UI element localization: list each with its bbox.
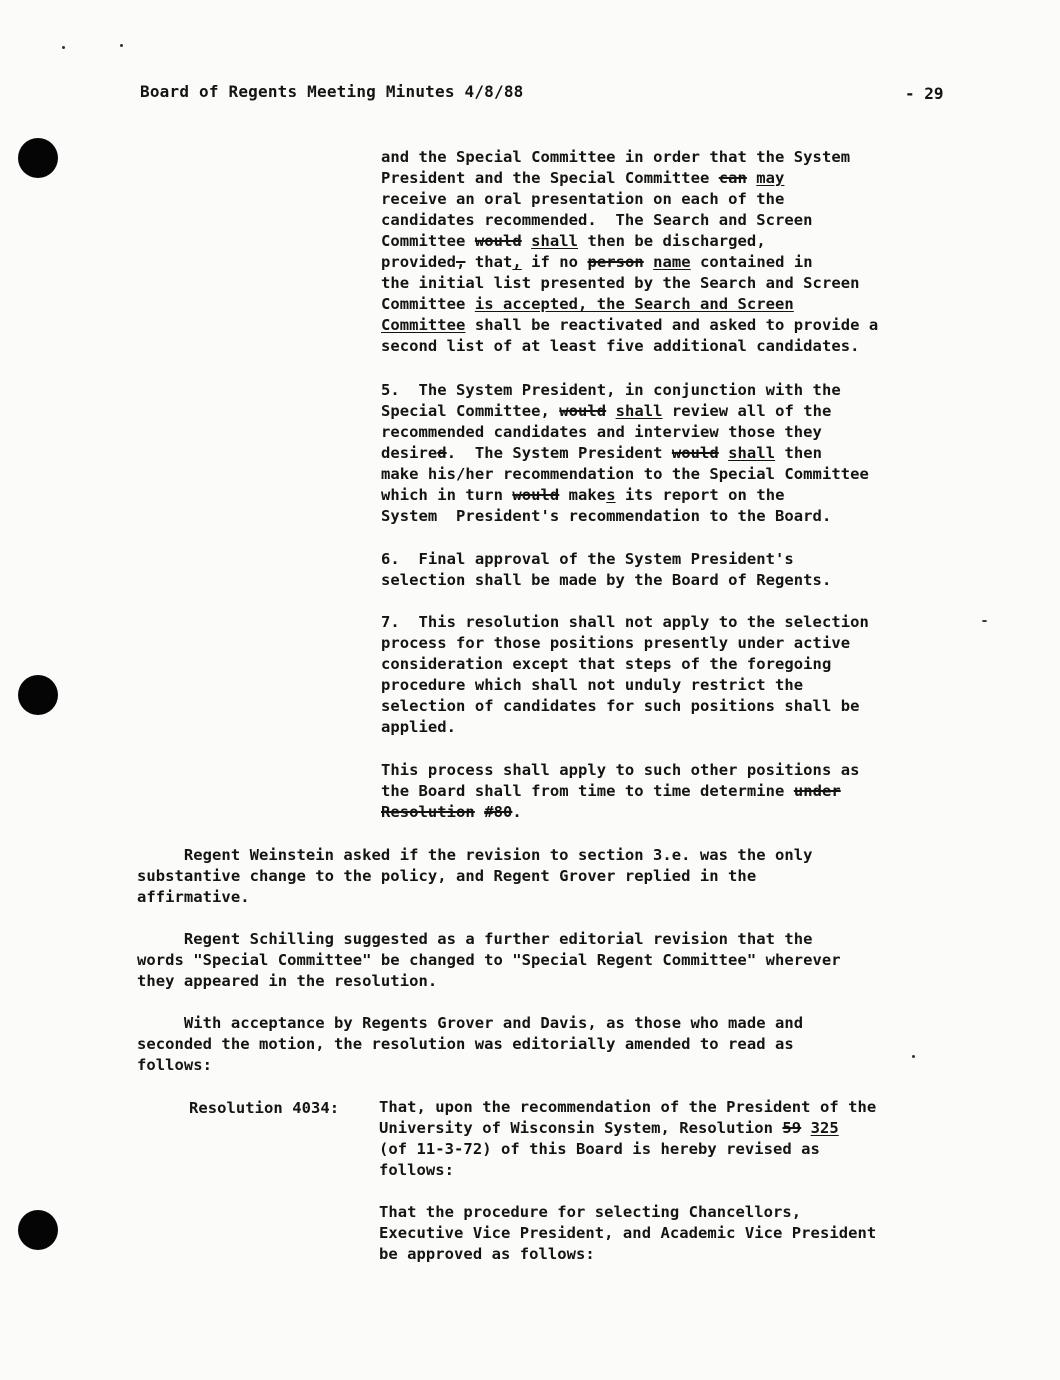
- text-segment: . The System President: [446, 444, 672, 462]
- text-segment: second list of at least five additional candidates.: [381, 337, 860, 355]
- text-line: [381, 189, 784, 210]
- text-segment: [522, 232, 531, 250]
- struck-text: 59: [782, 1119, 802, 1137]
- scan-speck: [62, 46, 65, 49]
- text-segment: words "Special Committee" be changed to "Special Regent Committee" wherever: [137, 951, 841, 969]
- text-segment: recommended candidates and interview those they: [381, 423, 822, 441]
- text-segment: That, upon the recommendation of the President of the: [379, 1098, 877, 1116]
- header-title: Board of Regents Meeting Minutes 4/8/88: [140, 82, 524, 101]
- text-line: [381, 422, 822, 443]
- struck-text: would: [671, 444, 719, 462]
- struck-text: would: [559, 402, 607, 420]
- text-segment: shall be reactivated and asked to provide a: [465, 316, 879, 334]
- text-line: [381, 549, 794, 570]
- text-segment: make his/her recommendation to the Special Committee: [381, 465, 869, 483]
- text-segment: [475, 803, 484, 821]
- text-segment: Committee: [381, 295, 475, 313]
- text-segment: Committee: [381, 232, 475, 250]
- text-segment: the initial list presented by the Search and Screen: [381, 274, 860, 292]
- scan-speck: [912, 1055, 915, 1058]
- text-segment: That the procedure for selecting Chancellors,: [379, 1203, 802, 1221]
- text-line: [137, 971, 437, 992]
- struck-text: ,: [456, 253, 466, 271]
- inserted-text: name: [653, 253, 691, 271]
- text-segment: the Board shall from time to time determine: [381, 782, 794, 800]
- text-segment: This process shall apply to such other positions as: [381, 761, 860, 779]
- text-segment: which in turn: [381, 486, 513, 504]
- inserted-text: shall: [728, 444, 776, 462]
- text-line: [381, 401, 831, 422]
- text-segment: candidates recommended. The Search and Screen: [381, 211, 813, 229]
- text-segment: System President's recommendation to the Board.: [381, 507, 832, 525]
- text-line: [381, 485, 784, 506]
- resolution-label: Resolution 4034:: [189, 1099, 340, 1117]
- text-segment: Executive Vice President, and Academic Vice President: [379, 1224, 877, 1242]
- text-segment: review all of the: [662, 402, 832, 420]
- text-segment: applied.: [381, 718, 457, 736]
- text-segment: if no: [521, 253, 588, 271]
- text-line: [379, 1223, 876, 1244]
- text-segment: selection of candidates for such positions shall be: [381, 697, 860, 715]
- text-segment: [747, 169, 756, 187]
- struck-text: d: [437, 444, 447, 462]
- text-line: [379, 1160, 454, 1181]
- text-segment: 5. The System President, in conjunction with the: [381, 381, 841, 399]
- text-segment: President and the Special Committee: [381, 169, 719, 187]
- text-segment: 6. Final approval of the System President's: [381, 550, 794, 568]
- inserted-text: shall: [615, 402, 663, 420]
- text-segment: receive an oral presentation on each of the: [381, 190, 785, 208]
- text-segment: follows:: [379, 1161, 455, 1179]
- text-segment: its report on the: [615, 486, 785, 504]
- text-line: [381, 717, 456, 738]
- text-line: [381, 633, 850, 654]
- text-line: [137, 887, 250, 908]
- scan-speck: [982, 620, 987, 622]
- text-line: [379, 1118, 839, 1139]
- text-segment: Special Committee,: [381, 402, 560, 420]
- inserted-text: Committee: [381, 316, 466, 334]
- text-line: [381, 380, 841, 401]
- binder-hole-middle: [18, 675, 58, 715]
- text-segment: provided: [381, 253, 457, 271]
- text-segment: affirmative.: [137, 888, 250, 906]
- text-segment: desire: [381, 444, 438, 462]
- struck-text: would: [512, 486, 560, 504]
- inserted-text: shall: [531, 232, 579, 250]
- text-line: [381, 294, 794, 315]
- text-segment: make: [559, 486, 607, 504]
- text-segment: procedure which shall not unduly restrict the: [381, 676, 804, 694]
- text-line: [137, 929, 813, 950]
- struck-text: #80: [484, 803, 513, 821]
- text-line: [379, 1202, 801, 1223]
- text-line: [379, 1244, 595, 1265]
- struck-text: under: [793, 782, 841, 800]
- text-line: [381, 231, 766, 252]
- text-line: [137, 845, 813, 866]
- inserted-text: s: [606, 486, 616, 504]
- text-segment: then: [775, 444, 823, 462]
- text-segment: .: [512, 803, 522, 821]
- inserted-text: is accepted, the Search and Screen: [474, 295, 794, 313]
- page-number: - 29: [905, 84, 944, 103]
- text-segment: process for those positions presently under active: [381, 634, 851, 652]
- text-segment: that: [465, 253, 513, 271]
- text-line: [381, 675, 803, 696]
- text-line: [379, 1097, 876, 1118]
- binder-hole-bottom: [18, 1210, 58, 1250]
- text-segment: they appeared in the resolution.: [137, 972, 438, 990]
- text-line: [381, 443, 822, 464]
- text-segment: seconded the motion, the resolution was editorially amended to read as: [137, 1035, 794, 1053]
- text-line: [137, 1013, 803, 1034]
- inserted-text: ,: [512, 253, 522, 271]
- text-line: [381, 570, 831, 591]
- text-segment: [644, 253, 653, 271]
- text-line: [381, 696, 859, 717]
- text-segment: be approved as follows:: [379, 1245, 595, 1263]
- text-line: [381, 147, 850, 168]
- text-line: [381, 336, 859, 357]
- struck-text: Resolution: [381, 803, 475, 821]
- text-segment: follows:: [137, 1056, 213, 1074]
- text-line: [381, 760, 859, 781]
- text-segment: contained in: [690, 253, 813, 271]
- text-line: [381, 168, 784, 189]
- text-segment: [719, 444, 728, 462]
- text-line: [381, 802, 522, 823]
- text-line: [137, 1055, 212, 1076]
- text-line: [381, 781, 841, 802]
- text-line: [381, 506, 831, 527]
- text-line: [381, 654, 831, 675]
- text-line: [379, 1139, 820, 1160]
- text-line: [137, 866, 756, 887]
- text-line: [381, 273, 859, 294]
- text-line: [137, 1034, 794, 1055]
- inserted-text: 325: [810, 1119, 839, 1137]
- text-segment: 7. This resolution shall not apply to the selection: [381, 613, 869, 631]
- struck-text: person: [587, 253, 644, 271]
- struck-text: would: [474, 232, 522, 250]
- text-line: [381, 252, 813, 273]
- text-line: [381, 315, 878, 336]
- text-segment: With acceptance by Regents Grover and Davis, as those who made and: [137, 1014, 804, 1032]
- text-segment: then be discharged,: [578, 232, 766, 250]
- text-segment: and the Special Committee in order that the System: [381, 148, 851, 166]
- text-segment: University of Wisconsin System, Resolution: [379, 1119, 783, 1137]
- inserted-text: may: [756, 169, 785, 187]
- text-segment: (of 11-3-72) of this Board is hereby revised as: [379, 1140, 820, 1158]
- text-line: [381, 210, 813, 231]
- text-segment: selection shall be made by the Board of Regents.: [381, 571, 832, 589]
- struck-text: can: [718, 169, 747, 187]
- text-line: [137, 950, 841, 971]
- binder-hole-top: [18, 138, 58, 178]
- text-segment: Regent Weinstein asked if the revision to section 3.e. was the only: [137, 846, 813, 864]
- text-segment: Regent Schilling suggested as a further editorial revision that the: [137, 930, 813, 948]
- text-segment: [801, 1119, 810, 1137]
- text-line: [381, 464, 869, 485]
- text-segment: substantive change to the policy, and Regent Grover replied in the: [137, 867, 757, 885]
- text-line: [381, 612, 869, 633]
- text-segment: [606, 402, 615, 420]
- text-segment: consideration except that steps of the foregoing: [381, 655, 832, 673]
- scan-speck: [120, 44, 123, 47]
